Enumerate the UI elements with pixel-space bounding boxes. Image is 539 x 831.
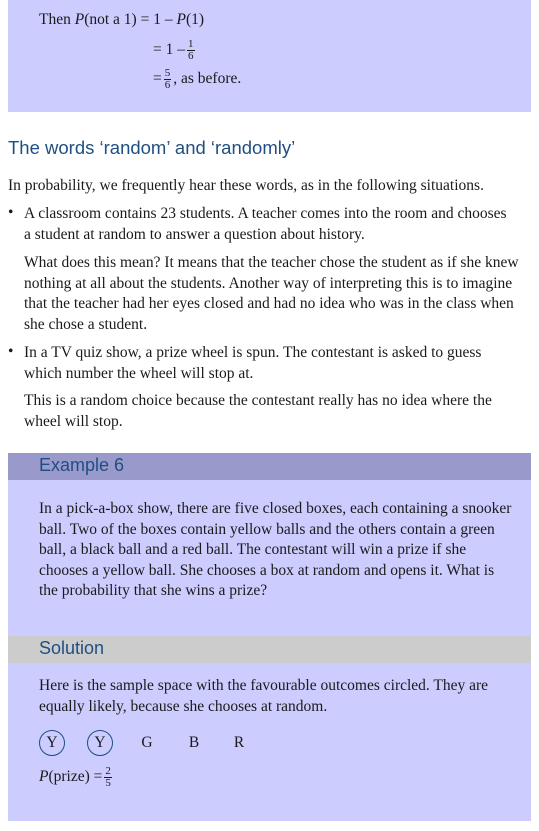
solution-text: Here is the sample space with the favourable outcomes circled. They are equally likely, because she chooses at random. xyxy=(39,677,489,715)
fraction-five-sixths: $\frac{5}{6}$ xyxy=(164,67,171,91)
outcome-circled-yellow: Y xyxy=(39,730,65,756)
intro-line-1: Then P(not a 1) = 1 – P(1) xyxy=(39,11,205,28)
answer-line: P(prize) = $\frac{2}{5}$ xyxy=(39,765,111,789)
bullet-1-text: A classroom contains 23 students. A teacher comes into the room and chooses a student at random to answer a question about history. xyxy=(24,205,507,243)
intro-line-2: = 1 – $\frac{1}{6}$ xyxy=(153,38,194,62)
bullet-2-followup: This is a random choice because the contestant really has no idea where the wheel will stop. xyxy=(24,392,492,430)
example-title: Example 6 xyxy=(39,455,125,475)
outcome-green: G xyxy=(141,734,153,751)
fraction-two-fifths: $\frac{2}{5}$ xyxy=(105,765,111,789)
outcome-red: R xyxy=(233,734,245,751)
solution-title: Solution xyxy=(39,638,105,658)
bullet-2-text: In a TV quiz show, a prize wheel is spun. The contestant is asked to guess which number the wheel will stop at. xyxy=(24,344,482,382)
bullet-marker: • xyxy=(8,343,14,360)
bullet-marker: • xyxy=(8,204,14,221)
section-intro: In probability, we frequently hear these words, as in the following situations. xyxy=(8,177,484,194)
outcome-black: B xyxy=(188,734,200,751)
fraction-one-sixth: $\frac{1}{6}$ xyxy=(188,38,194,62)
outcome-circled-yellow: Y xyxy=(87,730,113,756)
example-question: In a pick-a-box show, there are five closed boxes, each containing a snooker ball. Two of the boxes contain yellow balls and the others contain a green ball, a black ball and a red ball. The contestant will win a prize if she chooses a yellow ball. She chooses a box at random and opens it. What is the probability that she wins a prize? xyxy=(39,500,512,599)
section-heading: The words ‘random’ and ‘randomly’ xyxy=(8,137,296,158)
intro-line-3: = $\frac{5}{6}$ , as before. xyxy=(153,67,242,91)
bullet-1-followup: What does this mean? It means that the teacher chose the student as if she knew nothing at all about the students. Another way of interpreting this is to imagine that the teacher had her eyes closed and had no idea who was in the class when she chose a student. xyxy=(24,254,519,333)
